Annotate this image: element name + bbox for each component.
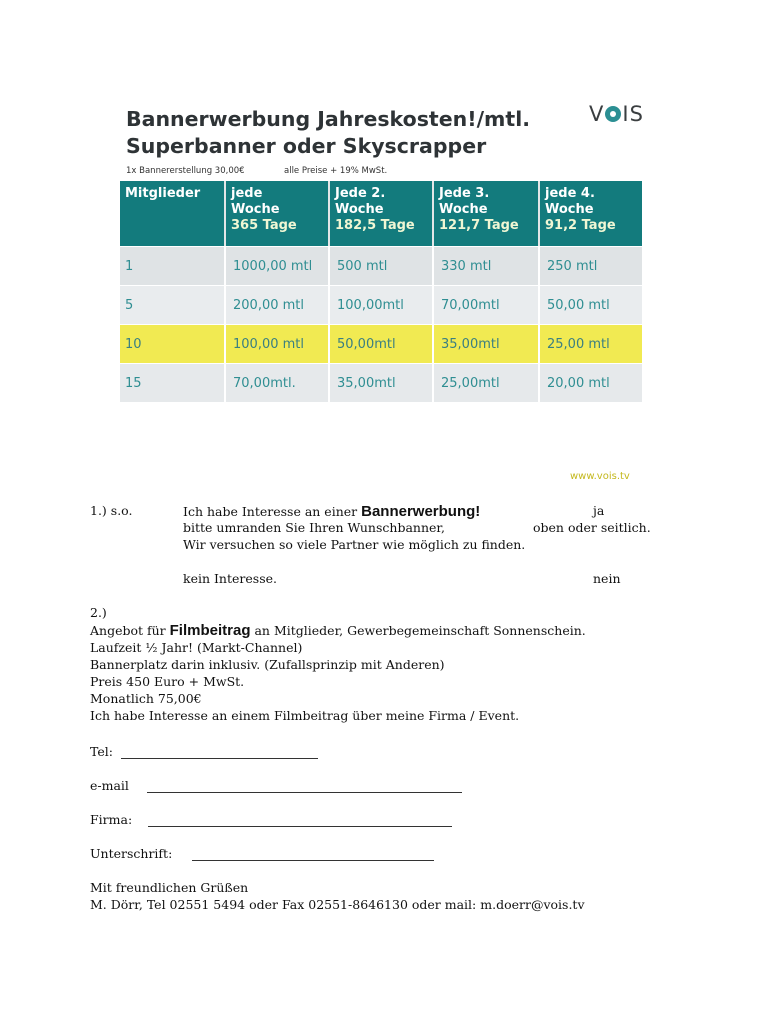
film-offer-details — [90, 639, 519, 724]
table-cell: 15 — [120, 363, 224, 402]
banner-title — [126, 106, 530, 160]
header-label: Mitglieder — [125, 186, 201, 201]
offer-detail-line: Bannerplatz darin inklusiv. (Zufallsprinzip mit Anderen) — [90, 657, 445, 672]
table-cell: 500 mtl — [328, 246, 432, 285]
header-days: 121,7 Tage — [439, 218, 519, 233]
table-cell: 35,00mtl — [328, 363, 432, 402]
interest-banner-text — [183, 503, 480, 520]
option-no[interactable]: nein — [593, 571, 621, 586]
logo-letters-is: IS — [622, 102, 644, 126]
tel-row — [90, 744, 113, 759]
table-row — [120, 285, 642, 324]
table-cell: 10 — [120, 324, 224, 363]
table-cell: 20,00 mtl — [538, 363, 642, 402]
header-every-2nd-week — [328, 181, 432, 246]
website-url: www.vois.tv — [570, 471, 630, 482]
table-cell: 330 mtl — [432, 246, 538, 285]
table-cell: 35,00mtl — [432, 324, 538, 363]
logo-letter-v: V — [589, 102, 605, 126]
banner-title-line2: Superbanner oder Skyscrapper — [126, 134, 487, 158]
header-every-3rd-week — [432, 181, 538, 246]
offer-detail-line: Preis 450 Euro + MwSt. — [90, 674, 245, 689]
header-label: Woche — [439, 202, 488, 217]
table-cell: 1000,00 mtl — [224, 246, 328, 285]
email-field[interactable] — [147, 780, 462, 793]
offer-detail-line: Monatlich 75,00€ — [90, 691, 202, 706]
table-row-highlighted — [120, 324, 642, 363]
table-cell: 1 — [120, 246, 224, 285]
signature-row — [90, 846, 172, 861]
table-cell: 50,00mtl — [328, 324, 432, 363]
header-label: Woche — [231, 202, 280, 217]
option-yes[interactable]: ja — [593, 503, 605, 518]
header-label: Woche — [335, 202, 384, 217]
greeting: Mit freundlichen Grüßen — [90, 880, 249, 895]
no-interest-text: kein Interesse. — [183, 571, 277, 586]
table-cell: 25,00mtl — [432, 363, 538, 402]
film-offer-line — [90, 622, 586, 639]
position-options: oben oder seitlich. — [533, 520, 651, 535]
partners-note: Wir versuchen so viele Partner wie möglich zu finden. — [183, 537, 526, 552]
company-field[interactable] — [148, 814, 452, 827]
header-label: Jede 3. — [439, 186, 490, 201]
price-notes — [126, 166, 388, 176]
table-cell: 100,00 mtl — [224, 324, 328, 363]
tel-field[interactable] — [121, 746, 318, 759]
email-row — [90, 778, 129, 793]
offer-detail-line: Ich habe Interesse an einem Filmbeitrag über meine Firma / Event. — [90, 708, 520, 723]
header-label: Woche — [545, 202, 594, 217]
table-row — [120, 363, 642, 402]
table-cell: 70,00mtl — [432, 285, 538, 324]
tel-label: Tel: — [90, 744, 113, 759]
section2-number: 2.) — [90, 605, 107, 620]
header-label: jede — [231, 186, 263, 201]
table-cell: 100,00mtl — [328, 285, 432, 324]
table-cell: 50,00 mtl — [538, 285, 642, 324]
header-every-4th-week — [538, 181, 642, 246]
offer-detail-line: Laufzeit ½ Jahr! (Markt-Channel) — [90, 640, 303, 655]
header-members — [120, 181, 224, 246]
eye-icon — [605, 106, 621, 122]
header-weekly — [224, 181, 328, 246]
table-cell: 5 — [120, 285, 224, 324]
table-cell: 200,00 mtl — [224, 285, 328, 324]
email-label: e-mail — [90, 778, 129, 793]
header-days: 365 Tage — [231, 218, 297, 233]
vat-note: alle Preise + 19% MwSt. — [284, 166, 388, 176]
table-cell: 250 mtl — [538, 246, 642, 285]
price-table — [120, 181, 642, 402]
company-row — [90, 812, 132, 827]
company-label: Firma: — [90, 812, 133, 827]
circle-instruction: bitte umranden Sie Ihren Wunschbanner, — [183, 520, 445, 535]
vois-logo — [589, 101, 644, 127]
header-label: jede 4. — [545, 186, 595, 201]
signature-label: Unterschrift: — [90, 846, 173, 861]
interest-prefix: Ich habe Interesse an einer — [183, 504, 358, 519]
table-header-row — [120, 181, 642, 246]
header-days: 91,2 Tage — [545, 218, 616, 233]
banner-title-line1: Bannerwerbung Jahreskosten!/mtl. — [126, 107, 531, 131]
table-cell: 70,00mtl. — [224, 363, 328, 402]
table-row — [120, 246, 642, 285]
offer-suffix: an Mitglieder, Gewerbegemeinschaft Sonnenschein. — [254, 623, 586, 638]
section1-number: 1.) s.o. — [90, 503, 133, 518]
contact-line: M. Dörr, Tel 02551 5494 oder Fax 02551-8646130 oder mail: m.doerr@vois.tv — [90, 897, 585, 912]
offer-bold: Filmbeitrag — [169, 622, 251, 639]
interest-bold: Bannerwerbung! — [361, 503, 481, 520]
table-cell: 25,00 mtl — [538, 324, 642, 363]
header-label: Jede 2. — [335, 186, 386, 201]
offer-prefix: Angebot für — [90, 623, 166, 638]
header-days: 182,5 Tage — [335, 218, 415, 233]
setup-note: 1x Bannererstellung 30,00€ — [126, 166, 245, 176]
signature-field[interactable] — [192, 848, 434, 861]
